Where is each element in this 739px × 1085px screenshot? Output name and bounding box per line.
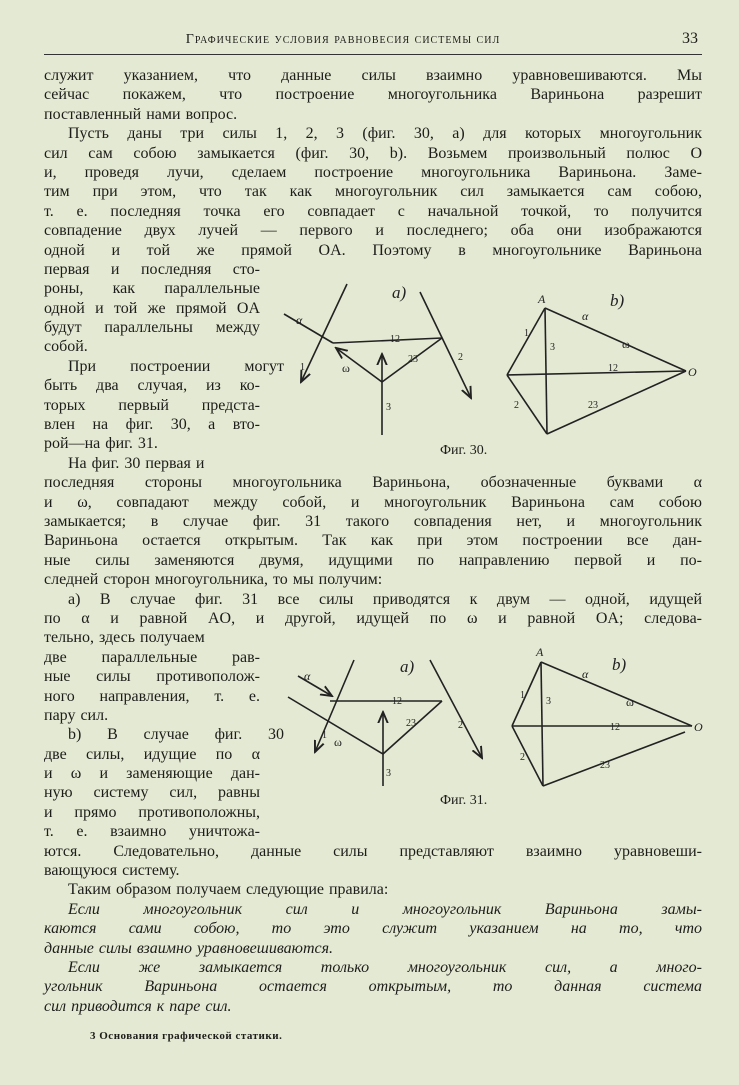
- polygon-side-3: [541, 662, 543, 786]
- text-line: совпадение двух лучей — первого и последнего; оба они изображаются: [44, 222, 702, 240]
- text-line: На фиг. 30 первая и: [68, 454, 205, 472]
- label-alpha-b: α: [582, 667, 589, 681]
- running-header: [44, 30, 702, 55]
- text-line: по α и равной AO, и другой, идущей по ω и равной OA; следова-: [44, 609, 702, 627]
- text-line: ные силы заменяются двумя, идущими по направлению первой и по-: [44, 551, 702, 569]
- text-line: роны, как параллельные: [44, 280, 260, 298]
- fig30-part-a-label: a): [392, 283, 407, 302]
- label-2: 2: [458, 352, 463, 363]
- fig30-caption: Фиг. 30.: [440, 443, 488, 458]
- label-1-b: 1: [524, 328, 529, 339]
- label-12-b: 12: [610, 722, 620, 733]
- text-line: При построении могут: [68, 357, 284, 375]
- fig31-part-a-label: a): [400, 657, 415, 676]
- label-alpha-b: α: [582, 309, 589, 323]
- text-line: Вариньона остается открытым. Так как при этом построении все дан-: [44, 532, 702, 550]
- label-12: 12: [392, 696, 402, 707]
- text-line: быть два случая, из ко-: [44, 377, 260, 395]
- text-line: собой.: [44, 338, 88, 356]
- text-line: т. е. последняя точка его совпадает с начальной точкой, то получится: [44, 202, 702, 220]
- label-3: 3: [386, 768, 391, 779]
- rules-italic: [44, 900, 702, 1016]
- text-line: две параллельные рав-: [44, 648, 260, 666]
- text-line: и ω и заменяющие дан-: [44, 765, 260, 783]
- text-line: первая и последняя сто-: [44, 260, 260, 278]
- polygon-ray-23: [547, 371, 686, 434]
- label-23: 23: [406, 718, 416, 729]
- label-12: 12: [390, 334, 400, 345]
- text-middle: [44, 454, 702, 648]
- label-A: A: [536, 645, 544, 659]
- label-3-b: 3: [550, 342, 555, 353]
- text-line: и ω, совпадают между собой, и многоугольник Вариньона сам собою: [44, 493, 702, 511]
- text-line: служит указанием, что данные силы взаимно уравновешиваются. Мы: [44, 67, 702, 84]
- text-line: Таким образом получаем следующие правила:: [68, 881, 389, 899]
- label-3-b: 3: [546, 696, 551, 707]
- label-omega-b: ω: [622, 337, 630, 351]
- figure-31: [270, 640, 710, 790]
- label-2-b: 2: [520, 752, 525, 763]
- text-line: Если многоугольник сил и многоугольник Вариньона замы-: [68, 900, 702, 918]
- label-A: A: [538, 292, 546, 306]
- text-line: одной и той же прямой OA. Поэтому в многоугольнике Вариньона: [44, 241, 702, 259]
- label-23-b: 23: [600, 760, 610, 771]
- text-line: вающуюся систему.: [44, 862, 180, 880]
- polygon-side-1: [512, 662, 541, 726]
- label-2-b: 2: [514, 400, 519, 411]
- label-alpha: α: [296, 313, 303, 327]
- polygon-ray-12: [507, 371, 686, 375]
- text-line: влен на фиг. 30, а вто-: [44, 416, 260, 434]
- text-line: замыкается; в случае фиг. 31 такого совпадения нет, и многоугольник: [44, 512, 702, 530]
- polygon-side-2: [507, 375, 547, 434]
- polygon-ray-23: [543, 732, 685, 786]
- polygon-side-1: [507, 308, 545, 375]
- text-line: и прямо противоположны,: [44, 803, 260, 821]
- text-line: а) В случае фиг. 31 все силы приводятся к двум — одной, идущей: [68, 590, 702, 608]
- text-line: Если же замыкается только многоугольник сил, а много-: [68, 958, 702, 976]
- text-line: тим при этом, что так как многоугольник сил замыкается сам собою,: [44, 183, 702, 201]
- label-omega: ω: [342, 361, 350, 375]
- text-line: следней сторон многоугольника, то мы получим:: [44, 571, 383, 589]
- text-top: [44, 66, 702, 260]
- header-title: Графические условия равновесия системы сил: [185, 32, 501, 47]
- label-omega: ω: [334, 735, 342, 749]
- text-line: тельно, здесь получаем: [44, 629, 205, 647]
- polygon-AO: [545, 308, 686, 371]
- force-1-line: [301, 284, 347, 382]
- text-line: сил сам собою замыкается (фиг. 30, b). Возьмем произвольный полюс O: [44, 144, 702, 162]
- page-body: [44, 66, 702, 1016]
- text-line: угольник Вариньона остается открытым, то данная система: [44, 978, 702, 996]
- text-line: рой—на фиг. 31.: [44, 435, 158, 453]
- text-line: последняя стороны многоугольника Вариньона, обозначенные буквами α: [44, 474, 702, 492]
- label-1-b: 1: [520, 690, 525, 701]
- text-line: ную систему сил, равны: [44, 784, 260, 802]
- text-line: ного направления, т. е.: [44, 687, 260, 705]
- text-line: b) В случае фиг. 30: [68, 726, 284, 744]
- fig31-part-b-label: b): [612, 655, 627, 674]
- figure-30: [270, 270, 710, 450]
- label-2: 2: [458, 720, 463, 731]
- text-line: пару сил.: [44, 706, 109, 724]
- label-23-b: 23: [588, 400, 598, 411]
- label-23: 23: [408, 354, 418, 365]
- text-line: одной и той же прямой OA: [44, 299, 260, 317]
- footnote-signature: 3 Основания графической статики.: [90, 1030, 283, 1042]
- text-line: ные силы противополож-: [44, 668, 260, 686]
- label-alpha: α: [304, 669, 311, 683]
- label-12-b: 12: [608, 363, 618, 374]
- label-O: O: [694, 720, 703, 734]
- text-line: сил приводится к паре сил.: [44, 997, 232, 1015]
- text-line: Пусть даны три силы 1, 2, 3 (фиг. 30, a) для которых многоугольник: [68, 125, 702, 143]
- text-line: две силы, идущие по α: [44, 745, 260, 763]
- text-line: торых первый предста-: [44, 396, 260, 414]
- fig31-caption: Фиг. 31.: [440, 793, 488, 808]
- page-number: 33: [682, 30, 698, 47]
- text-line: сейчас покажем, что построение многоугольника Вариньона разрешит: [44, 86, 702, 104]
- label-O: O: [688, 365, 697, 379]
- label-1: 1: [300, 362, 305, 373]
- polygon-side-3: [545, 308, 547, 434]
- label-omega-b: ω: [626, 695, 634, 709]
- text-line: будут параллельны между: [44, 319, 260, 337]
- text-line: и, проведя лучи, сделаем построение многоугольника Вариньона. Заме-: [44, 163, 702, 181]
- fig30-part-b-label: b): [610, 291, 625, 310]
- text-bottom: [44, 842, 702, 900]
- text-line: ются. Следовательно, данные силы представляют взаимно уравновеши-: [44, 842, 702, 860]
- label-3: 3: [386, 402, 391, 413]
- text-line: данные силы взаимно уравновешиваются.: [44, 939, 334, 957]
- text-line: поставленный нами вопрос.: [44, 105, 238, 123]
- text-line: каются сами собою, то это служит указанием на то, что: [44, 920, 702, 938]
- polygon-side-2: [512, 726, 543, 786]
- force-2-line: [420, 292, 471, 398]
- text-line: т. е. взаимно уничтожа-: [44, 823, 260, 841]
- ray-12: [333, 338, 442, 343]
- force-2-line: [430, 660, 482, 758]
- label-1: 1: [322, 730, 327, 741]
